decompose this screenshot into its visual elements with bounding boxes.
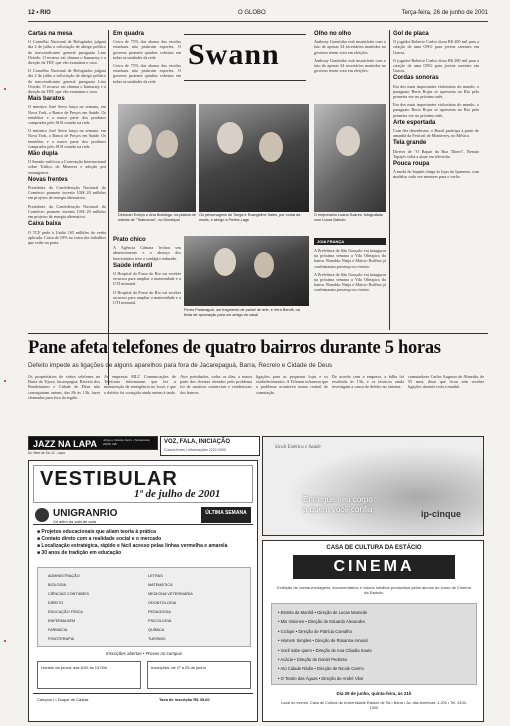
main-subhead: Defeito impede as ligações de alguns aparelhos para fora de Jacarepaguá, Barra, Recreio e Cidade de Deus: [28, 362, 333, 369]
page-date: Terça-feira, 26 de junho de 2001: [401, 10, 488, 16]
note-title: Saúde infantil: [113, 262, 153, 269]
film-item: • Homem Simples • Direção de Rosanna Amaral: [278, 638, 368, 644]
bullet-icon: •: [278, 638, 281, 644]
ad-badge: ÚLTIMA SEMANA: [201, 507, 251, 523]
ad-box-registration: Inscrições: de 1º a 29 de junho: [147, 661, 251, 689]
course-list-left: ADMINISTRAÇÃO BIOLOGIA CIÊNCIAS CONTÁBEIS DIREITO EDUCAÇÃO FÍSICA ENFERMAGEM FARMÁCIA FISIOTERAPIA: [48, 574, 89, 641]
column-divider: [108, 30, 109, 385]
column-notes-2b: [113, 236, 181, 326]
note-text: Com dez desenhistas, o Brasil participa a partir de amanhã do Festival de Monterrey, no México.: [393, 128, 479, 139]
photo-actresses: [118, 104, 196, 212]
ad-vestibular[interactable]: [28, 460, 258, 722]
bullet-icon: ■: [37, 529, 42, 535]
column-notes-right: [393, 30, 479, 330]
bullet-icon: •: [278, 657, 281, 663]
story-text: As empresas MLC Comunicações de Telefonia informaram que fez a manutenção de emergência no local, e que o defeito foi corrigido ainda ontem à tarde.: [104, 374, 176, 395]
bullet-icon: ■: [37, 536, 42, 542]
ad-slogan: Vá além da sala de aula: [53, 519, 96, 524]
story-column: [332, 374, 404, 432]
ad-bullet: ■ Projetos educacionais que aliam teoria à prática: [37, 529, 156, 535]
note-text: O ministro José Serra lança na semana, em Nova York, o Banco de Preços em Saúde. Os remédios e a maior parte dos produtos comprados pelo SUS estarão na rede.: [28, 104, 106, 126]
ad-bullet: ■ 30 anos de tradição em educação: [37, 550, 122, 556]
ad-bullet: ■ Contato direto com a realidade social e o mercado: [37, 536, 162, 542]
unigranrio-logo-icon: [35, 508, 49, 522]
note-title: Arte esportada: [393, 119, 436, 126]
ad-sicali[interactable]: [262, 436, 484, 536]
ad-box-exam-time: Horário da prova: das 8:00 às 13:00h: [37, 661, 141, 689]
ad-voice-course[interactable]: [160, 436, 260, 456]
photo-caption: O empresário Luana Soares, fotografado com Lucas Bartolo: [314, 213, 384, 222]
ad-campus: Campus I • Duque de Caxias: [37, 697, 89, 702]
ad-casa-de-cultura[interactable]: [262, 540, 484, 722]
note-text: A moda do biquíni chega às lojas de Ipanema, com modelos cada vez menores para o verão.: [393, 169, 479, 180]
story-text: comutadores Carlos Augusto de Almeida, de 55 anos, disse que ficou sem receber ligações durante toda a manhã.: [408, 374, 484, 390]
note-text: Cerca de 75% dos alunos das escolas estaduais não praticam esportes. O governo promete quadras cobertas em todas as unidades da rede.: [113, 63, 181, 84]
story-column: [104, 374, 176, 432]
note-text: Anthony Garotinho está insatisfeito com o fato de apenas 34 secretários mantidos no governo terem voto em eleições.: [314, 39, 386, 55]
story-text: De acordo com a empresa, a falha foi resolvida às 13h, e os técnicos ainda investigam a causa do defeito no sistema.: [332, 374, 404, 390]
film-item: • Acácia • Direção de Daniel Pedrosa: [278, 657, 347, 663]
note-title: Cartas na mesa: [28, 31, 73, 37]
note-text: O jogador Roberto Carlos doou R$ 200 mil para a criação de uma ONG para jovens carentes em Garcia.: [393, 57, 479, 74]
ad-film-list: [271, 603, 477, 685]
ad-event-date: Dia 29 de junho, quinta-feira, às 21h: [336, 691, 412, 696]
ad-bullet: ■ Localização estratégica, rápido e fácil acesso pelas linhas vermelha e amarela: [37, 543, 228, 549]
column-divider: [389, 30, 390, 330]
note-text: O Conselho Nacional de Refugiados julgará dia 2 de julho a solicitação de abrigo político do narcotraficante general paraguaio Lino Oviedo. O recurso vai chamar o Itamaraty e a direção da TEF, que vão examinar o caso.: [28, 68, 106, 95]
note-title: Olho no olho: [314, 31, 351, 37]
note-title: Mão dupla: [28, 151, 58, 158]
note-text: Anthony Garotinho está insatisfeito com o fato de apenas 34 secretários mantidos no governo terem voto em eleições.: [314, 57, 386, 74]
note-text: O ministro José Serra lança na semana, em Nova York, o Banco de Preços em Saúde. Os remédios e a maior parte dos produtos comprados pelo SUS estarão na rede.: [28, 128, 106, 149]
note-text: A Prefeitura de São Gonçalo vai inaugurar na próxima semana a Vila Olímpica do bairro. Ronaldo Ninja e Márcio Ruffino já confirmaram presença no evento.: [314, 248, 386, 269]
story-text: Os proprietários de vários telefones na Barra da Tijuca, Jacarepaguá, Recreio dos Bandeirantes e Cidade de Deus não conseguiram ontem, das 8h às 13h, fazer chamadas para fora da região.: [28, 374, 100, 400]
note-text: O jogador Roberto Carlos doou R$ 200 mil para a criação de uma ONG para jovens carentes em Garcia.: [393, 39, 479, 55]
ad-title: VESTIBULAR: [40, 468, 178, 490]
page-section: 12 • RIO: [28, 10, 51, 16]
note-text: Diretor de "O Rapaz da Rua Tiberó", Renato Tapajós volta a atuar em televisão.: [393, 148, 479, 159]
note-text: Cerca de 75% dos alunos das escolas estaduais não praticam esportes. O governo promete quadras cobertas em todas as unidades da rede.: [113, 39, 181, 60]
ad-brand: ip-cinque: [421, 509, 461, 519]
photo-caption: Pedro Paranaguá, um fragmento de painel de arte, e Vera Bendit, na festa de aprovação para um amigo do casal: [184, 308, 300, 317]
note-title: Prato chico: [113, 237, 146, 243]
note-text: Em dos mais importantes violonistas do mundo, o paraguaio Berta Rojas se apresenta no Rio pela primeira vez no próximo mês.: [393, 102, 479, 118]
film-item: • O Teatro das Águas • Direção de André Vilar: [278, 675, 364, 681]
photo-caption: Os personagens de Tonga e Evangeline Sales, por conta da moda, e abrigo a Penha Lage: [199, 213, 301, 222]
ad-course-table: [37, 567, 251, 647]
margin-mark: [4, 380, 6, 382]
note-title: Gol de placa: [393, 31, 429, 37]
ad-intro: Exibição de curtas-metragens, documentários e vídeos inéditos produzidos pelos alunos do curso de Cinema da Estácio.: [277, 585, 471, 595]
film-item: • Você sabe quem • Direção de Ana Cláudia Souto: [278, 647, 372, 653]
bullet-icon: •: [278, 647, 281, 653]
photo-party: [184, 236, 309, 306]
ad-footer: Inscrições abertas • Provas no campus: [106, 651, 182, 656]
ad-title: VOZ, FALA, INICIAÇÃO: [164, 439, 230, 445]
page-header: [28, 6, 488, 22]
story-text: ligações para as pequenas lojas e os estabelecimentos. A Telemar informou que o problema aconteceu numa central de comutação.: [256, 374, 328, 395]
note-text: O Hospital da Posse do Rio vai receber recursos para ampliar a maternidade e a UTI neonatal.: [113, 271, 181, 287]
bullet-icon: ■: [37, 550, 42, 556]
bullet-icon: •: [278, 628, 281, 634]
margin-mark: [4, 88, 6, 90]
story-text: Atos pertubados, todos os dias, a maior parte dos clientes afetados pelo problema foi de usuários comerciais e residenciais dos bairros.: [180, 374, 252, 395]
note-text: Em dos mais importantes violonistas do mundo, o paraguaio Berta Rojas se apresenta no Rio pela primeira vez no próximo mês.: [393, 83, 479, 100]
film-item: • Ciclope • Direção de Patrícia Carvalho: [278, 628, 352, 634]
ad-vest-head: [33, 465, 253, 503]
ad-headline: Entregue seu corpo: [303, 495, 373, 504]
note-title: Pouca roupa: [393, 161, 430, 168]
ad-headline: a quem você confia: [303, 505, 373, 514]
ad-address: Av. Mem de Sá, 22 - Lapa: [28, 451, 65, 455]
bullet-icon: ■: [37, 543, 42, 549]
film-item: • Mis Visiones • Direção de Eduardo Alexandre: [278, 619, 365, 625]
story-column: [28, 374, 100, 432]
ad-title: JAZZ NA LAPA: [33, 439, 97, 449]
ad-brand: UNIGRANRIO: [53, 508, 118, 519]
ad-date: 1º de julho de 2001: [134, 488, 221, 500]
note-text: O Hospital da Posse do Rio vai receber recursos para ampliar a maternidade e a UTI neonatal.: [113, 289, 181, 306]
story-column: [180, 374, 252, 432]
swann-rule: [184, 34, 306, 35]
bullet-icon: •: [278, 619, 281, 625]
photo-couple: [199, 104, 309, 212]
main-headline: Pane afeta telefones de quatro bairros durante 5 horas: [28, 338, 441, 358]
note-text: Presidente da Confederação Nacional do Comércio promete investir US$ 20 milhões em projetos de energia alternativa.: [28, 203, 106, 220]
note-text: O Senado ratificou a Convenção Internacional sobre Tráfico de Menores e adoção por estrangeiros.: [28, 159, 106, 175]
film-item: • Ato Cidade Rádio • Direção de Nicole Carmo: [278, 666, 364, 672]
column-notes-left: [28, 30, 106, 385]
note-title: Mais baratos: [28, 96, 65, 103]
ad-text: Jorge e Celeste Ferro • Sexta-feira, 29/06, 22h: [103, 438, 151, 446]
story-rule: [28, 333, 488, 334]
column-notes-4: [314, 30, 386, 100]
paper-name: O GLOBO: [238, 10, 266, 16]
note-title: Novas frentes: [28, 176, 68, 183]
ad-text: Cursos livres • Informações 2222-0000: [164, 448, 226, 452]
ad-header: CASA DE CULTURA DA ESTÁCIO: [326, 545, 422, 551]
ad-divider: [33, 693, 253, 694]
note-text: A Agência Câmara fechou seu abastecimento e o almoço dos funcionários teve o cardápio reduzido.: [113, 245, 181, 261]
note-title: Tela grande: [393, 140, 427, 147]
margin-mark: [4, 640, 6, 642]
note-title: Cordas sonoras: [393, 75, 439, 82]
ad-bullet-list: [37, 529, 251, 557]
box-title: JOIA FRANÇA: [314, 238, 386, 245]
column-title: Swann: [188, 38, 280, 71]
story-column: [408, 374, 484, 432]
note-title: Caixa baixa: [28, 221, 62, 228]
column-box: [314, 248, 386, 324]
ad-brand-top: Sicali Estética e Saúde: [275, 445, 321, 450]
note-text: O TCF pede à União 165 milhões de verba aplicada. Caixa de 10% no caixa dos trabalhos que estão na praia.: [28, 229, 106, 245]
course-list-right: LETRAS MATEMÁTICA MEDICINA VETERINÁRIA ODONTOLOGIA PEDAGOGIA PSICOLOGIA QUÍMICA TURISMO: [148, 574, 193, 641]
bullet-icon: •: [278, 666, 281, 672]
note-title: Em quadra: [113, 31, 145, 37]
bullet-icon: •: [278, 610, 281, 615]
note-text: Presidente da Confederação Nacional do Comércio promete investir US$ 20 milhões em projetos de energia alternativa.: [28, 185, 106, 201]
ad-brand-row: [33, 507, 253, 525]
ad-jazz-na-lapa[interactable]: [28, 436, 158, 450]
bullet-icon: •: [278, 675, 281, 681]
photo-businessman: [314, 104, 386, 212]
ad-footer: Local do evento: Casa de Cultura da Universidade Estácio de Sá • Barra • Av. das Américas, 4.200 • Tel. 2434-1000: [281, 701, 467, 710]
ad-fee: Taxa de inscrição R$ 35,00: [159, 697, 210, 702]
swann-rule: [184, 80, 306, 81]
story-column: [256, 374, 328, 432]
film-item: • Estrela da Manhã • Direção de Lucas Mamede: [278, 610, 368, 615]
photo-caption: Deborah Evelyn e Ana Botafogo, na plateia de estreia de "Teatrocrax", no Municipal: [118, 213, 196, 222]
ad-title: CINEMA: [293, 555, 455, 579]
note-text: A Prefeitura de São Gonçalo vai inaugurar na próxima semana a Vila Olímpica do bairro. Ronaldo Ninja e Márcio Ruffino já confirmaram presença no evento.: [314, 271, 386, 293]
note-text: O Conselho Nacional de Refugiados julgará dia 2 de julho a solicitação de abrigo político do narcotraficante general paraguaio Lino Oviedo. O recurso vai chamar o Itamaraty e a direção da TEF, que vão examinar o caso.: [28, 39, 106, 66]
